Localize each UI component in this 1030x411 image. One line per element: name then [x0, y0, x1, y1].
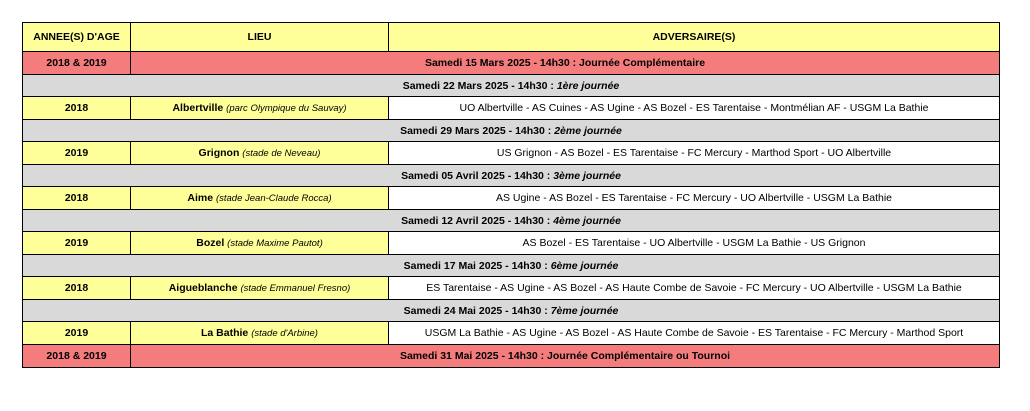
date-text: Samedi 24 Mai 2025 - 14h30 : — [403, 304, 551, 317]
date-text: Samedi 22 Mars 2025 - 14h30 : — [402, 79, 557, 92]
date-cell — [23, 75, 1000, 97]
date-row — [23, 165, 1000, 187]
adversaires-cell: USGM La Bathie - AS Ugine - AS Bozel - AS Haute Combe de Savoie - ES Tarentaise - FC Mercury - Marthod Sport — [389, 322, 1000, 345]
lieu-name: Bozel — [196, 237, 225, 249]
date-cell — [23, 165, 1000, 187]
date-row — [23, 210, 1000, 232]
age-cell: 2019 — [23, 142, 131, 165]
header-row — [23, 23, 1000, 52]
lieu-name: La Bathie — [201, 327, 249, 339]
date-text: Samedi 17 Mai 2025 - 14h30 : — [403, 259, 551, 272]
journee-label: 6ème journée — [550, 259, 619, 272]
lieu-detail: (stade Jean-Claude Rocca) — [215, 193, 332, 204]
date-row — [23, 300, 1000, 322]
special-age: 2018 & 2019 — [23, 345, 131, 368]
date-cell — [23, 255, 1000, 277]
lieu-cell — [131, 97, 389, 120]
game-row — [23, 142, 1000, 165]
header-lieu: LIEU — [131, 23, 389, 52]
age-cell: 2018 — [23, 187, 131, 210]
lieu-cell — [131, 142, 389, 165]
game-row — [23, 322, 1000, 345]
adversaires-cell: ES Tarentaise - AS Ugine - AS Bozel - AS Haute Combe de Savoie - FC Mercury - UO Albertville - USGM La Bathie — [389, 277, 1000, 300]
lieu-detail: (stade Emmanuel Fresno) — [240, 283, 351, 294]
adversaires-cell: US Grignon - AS Bozel - ES Tarentaise - FC Mercury - Marthod Sport - UO Albertville — [389, 142, 1000, 165]
special-age: 2018 & 2019 — [23, 52, 131, 75]
lieu-cell — [131, 277, 389, 300]
date-row — [23, 120, 1000, 142]
age-cell: 2018 — [23, 277, 131, 300]
date-cell — [23, 300, 1000, 322]
schedule-table — [22, 22, 1000, 368]
journee-label: 3ème journée — [553, 169, 621, 182]
date-row — [23, 75, 1000, 97]
journee-label: 7ème journée — [550, 304, 619, 317]
date-text: Samedi 12 Avril 2025 - 14h30 : — [401, 214, 554, 227]
lieu-cell — [131, 322, 389, 345]
header-adversaires: ADVERSAIRE(S) — [389, 23, 1000, 52]
lieu-cell — [131, 187, 389, 210]
game-row — [23, 187, 1000, 210]
game-row — [23, 277, 1000, 300]
lieu-detail: (stade de Neveau) — [242, 148, 321, 159]
special-event: Samedi 15 Mars 2025 - 14h30 : Journée Complémentaire — [131, 52, 1000, 75]
adversaires-cell: AS Ugine - AS Bozel - ES Tarentaise - FC Mercury - UO Albertville - USGM La Bathie — [389, 187, 1000, 210]
lieu-name: Aime — [187, 192, 214, 204]
lieu-cell — [131, 232, 389, 255]
header-age: ANNEE(S) D'AGE — [23, 23, 131, 52]
age-cell: 2018 — [23, 97, 131, 120]
age-cell: 2019 — [23, 232, 131, 255]
special-row-first — [23, 52, 1000, 75]
lieu-name: Albertville — [172, 102, 224, 114]
game-row — [23, 232, 1000, 255]
lieu-detail: (parc Olympique du Sauvay) — [226, 103, 347, 114]
lieu-detail: (stade d'Arbine) — [251, 328, 318, 339]
adversaires-cell: UO Albertville - AS Cuines - AS Ugine - AS Bozel - ES Tarentaise - Montmélian AF - USGM La Bathie — [389, 97, 1000, 120]
special-event: Samedi 31 Mai 2025 - 14h30 : Journée Complémentaire ou Tournoi — [131, 345, 1000, 368]
date-text: Samedi 05 Avril 2025 - 14h30 : — [401, 169, 554, 182]
date-text: Samedi 29 Mars 2025 - 14h30 : — [400, 124, 555, 137]
lieu-detail: (stade Maxime Pautot) — [227, 238, 323, 249]
special-row-last — [23, 345, 1000, 368]
date-cell — [23, 120, 1000, 142]
journee-label: 4ème journée — [553, 214, 621, 227]
adversaires-cell: AS Bozel - ES Tarentaise - UO Albertville - USGM La Bathie - US Grignon — [389, 232, 1000, 255]
lieu-name: Grignon — [198, 147, 240, 159]
journee-label: 1ère journée — [556, 79, 620, 92]
lieu-name: Aigueblanche — [168, 282, 238, 294]
journee-label: 2ème journée — [554, 124, 622, 137]
date-cell — [23, 210, 1000, 232]
age-cell: 2019 — [23, 322, 131, 345]
game-row — [23, 97, 1000, 120]
date-row — [23, 255, 1000, 277]
